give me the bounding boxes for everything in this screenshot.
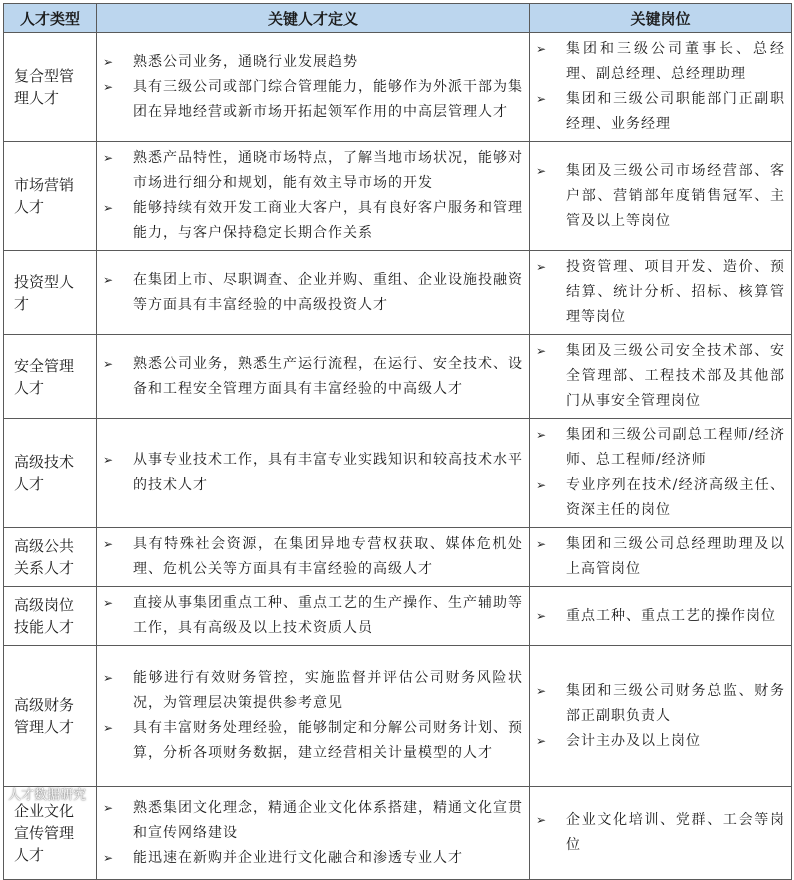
arrowhead-bullet-icon: ➢ bbox=[536, 163, 548, 178]
arrowhead-bullet-icon: ➢ bbox=[536, 608, 548, 623]
arrowhead-bullet-icon: ➢ bbox=[103, 721, 115, 735]
talent-type-line: 高级技术 bbox=[14, 453, 75, 471]
arrowhead-bullet-icon: ➢ bbox=[536, 428, 548, 442]
definition-item bbox=[103, 796, 523, 846]
definition-item bbox=[103, 716, 523, 766]
definition-item bbox=[103, 196, 523, 246]
talent-type-line: 高级财务 bbox=[14, 696, 75, 714]
positions-cell bbox=[530, 251, 792, 335]
position-item bbox=[536, 37, 785, 87]
position-item bbox=[536, 729, 785, 754]
talent-type-line: 人才 bbox=[14, 846, 45, 864]
arrowhead-bullet-icon: ➢ bbox=[536, 42, 548, 56]
talent-type-cell bbox=[4, 142, 97, 251]
table-row bbox=[4, 646, 792, 787]
arrowhead-bullet-icon: ➢ bbox=[536, 478, 548, 492]
talent-type-line: 宣传管理 bbox=[14, 824, 75, 842]
talent-type-line: 高级公共 bbox=[14, 537, 75, 555]
position-item-text: 投资管理、项目开发、造价、预结算、统计分析、招标、核算管理等岗位 bbox=[566, 259, 785, 325]
positions-list bbox=[530, 804, 791, 862]
definition-item-text: 熟悉公司业务，通晓行业发展趋势 bbox=[133, 53, 358, 70]
header-key-positions: 关键岗位 bbox=[530, 4, 792, 33]
arrowhead-bullet-icon: ➢ bbox=[103, 79, 115, 94]
definition-list bbox=[97, 264, 529, 322]
talent-type-line: 高级岗位 bbox=[14, 596, 75, 614]
talent-table bbox=[3, 3, 792, 880]
position-item bbox=[536, 679, 785, 729]
positions-list bbox=[530, 251, 791, 334]
arrowhead-bullet-icon: ➢ bbox=[103, 151, 115, 165]
arrowhead-bullet-icon: ➢ bbox=[103, 272, 115, 287]
positions-list bbox=[530, 419, 791, 527]
position-item bbox=[536, 604, 785, 629]
definition-cell bbox=[97, 787, 530, 880]
arrowhead-bullet-icon: ➢ bbox=[103, 671, 115, 685]
position-item bbox=[536, 87, 785, 137]
definition-item-text: 从事专业技术工作，具有丰富专业实践知识和较高技术水平的技术人才 bbox=[133, 452, 523, 493]
definition-item-text: 能够进行有效财务管控，实施监督并评估公司财务风险状况，为管理层决策提供参考意见 bbox=[133, 670, 523, 711]
definition-item bbox=[103, 846, 523, 871]
table-row bbox=[4, 335, 792, 419]
definition-item-text: 熟悉公司业务，熟悉生产运行流程，在运行、安全技术、设备和工程安全管理方面具有丰富经验的中高级人才 bbox=[133, 355, 523, 397]
arrowhead-bullet-icon: ➢ bbox=[103, 596, 115, 610]
definition-list bbox=[97, 444, 529, 502]
definition-cell bbox=[97, 335, 530, 419]
definition-item-text: 熟悉产品特性，通晓市场特点，了解当地市场状况，能够对市场进行细分和规划，能有效主导市场的开发 bbox=[133, 150, 523, 191]
position-item-text: 集团及三级公司市场经营部、客户部、营销部年度销售冠军、主管及以上等岗位 bbox=[566, 162, 785, 229]
arrowhead-bullet-icon: ➢ bbox=[536, 733, 548, 748]
definition-list bbox=[97, 662, 529, 770]
definition-cell bbox=[97, 419, 530, 528]
position-item-text: 重点工种、重点工艺的操作岗位 bbox=[566, 607, 776, 624]
positions-cell bbox=[530, 142, 792, 251]
header-row bbox=[4, 4, 792, 33]
position-item-text: 企业文化培训、党群、工会等岗位 bbox=[566, 812, 785, 853]
positions-cell bbox=[530, 335, 792, 419]
definition-cell bbox=[97, 528, 530, 587]
definition-item-text: 具有特殊社会资源，在集团异地专营权获取、媒体危机处理、危机公关等方面具有丰富经验的高级人才 bbox=[133, 536, 523, 577]
position-item bbox=[536, 473, 785, 523]
definition-item bbox=[103, 666, 523, 716]
definition-cell bbox=[97, 142, 530, 251]
table-row bbox=[4, 419, 792, 528]
position-item-text: 集团和三级公司职能部门正副职经理、业务经理 bbox=[566, 91, 785, 132]
table-row bbox=[4, 142, 792, 251]
position-item bbox=[536, 159, 785, 234]
position-item-text: 会计主办及以上岗位 bbox=[566, 732, 701, 749]
arrowhead-bullet-icon: ➢ bbox=[536, 683, 548, 698]
definition-list bbox=[97, 46, 529, 129]
positions-list bbox=[530, 528, 791, 586]
definition-item bbox=[103, 532, 523, 582]
definition-item bbox=[103, 352, 523, 402]
definition-item-text: 在集团上市、尽职调查、企业并购、重组、企业设施投融资等方面具有丰富经验的中高级投资人才 bbox=[133, 271, 523, 313]
arrowhead-bullet-icon: ➢ bbox=[103, 800, 115, 815]
talent-type-line: 人才 bbox=[14, 475, 45, 493]
positions-list bbox=[530, 33, 791, 141]
definition-list bbox=[97, 348, 529, 406]
arrowhead-bullet-icon: ➢ bbox=[103, 54, 115, 69]
table-row bbox=[4, 587, 792, 646]
positions-cell bbox=[530, 419, 792, 528]
position-item-text: 集团及三级公司安全技术部、安全管理部、工程技术部及其他部门从事安全管理岗位 bbox=[566, 343, 785, 409]
definition-item bbox=[103, 146, 523, 196]
definition-cell bbox=[97, 587, 530, 646]
definition-item bbox=[103, 75, 523, 125]
definition-cell bbox=[97, 33, 530, 142]
table-row bbox=[4, 787, 792, 880]
talent-type-cell bbox=[4, 646, 97, 787]
definition-cell bbox=[97, 251, 530, 335]
positions-list bbox=[530, 335, 791, 418]
definition-cell bbox=[97, 646, 530, 787]
position-item-text: 集团和三级公司总经理助理及以上高管岗位 bbox=[566, 536, 785, 577]
header-key-talent-definition: 关键人才定义 bbox=[97, 4, 530, 33]
position-item-text: 集团和三级公司副总工程师/经济师、总工程师/经济师 bbox=[566, 427, 785, 468]
talent-type-line: 企业文化 bbox=[14, 802, 75, 820]
talent-type-cell bbox=[4, 33, 97, 142]
position-item bbox=[536, 532, 785, 582]
talent-type-line: 管理人才 bbox=[14, 718, 75, 736]
arrowhead-bullet-icon: ➢ bbox=[103, 850, 115, 865]
definition-list bbox=[97, 142, 529, 250]
definition-list bbox=[97, 792, 529, 875]
header-talent-type: 人才类型 bbox=[4, 4, 97, 33]
positions-cell bbox=[530, 528, 792, 587]
talent-type-cell bbox=[4, 251, 97, 335]
arrowhead-bullet-icon: ➢ bbox=[536, 813, 548, 827]
definition-item-text: 能够持续有效开发工商业大客户，具有良好客户服务和管理能力，与客户保持稳定长期合作关系 bbox=[133, 200, 523, 241]
positions-cell bbox=[530, 33, 792, 142]
talent-type-line: 才 bbox=[14, 294, 30, 313]
talent-type-cell bbox=[4, 528, 97, 587]
talent-type-line: 关系人才 bbox=[14, 559, 75, 577]
talent-type-cell bbox=[4, 335, 97, 419]
position-item bbox=[536, 255, 785, 330]
arrowhead-bullet-icon: ➢ bbox=[536, 344, 548, 358]
talent-type-line: 人才 bbox=[14, 198, 45, 216]
definition-list bbox=[97, 587, 529, 645]
definition-item bbox=[103, 591, 523, 641]
definition-item-text: 能迅速在新购并企业进行文化融合和渗透专业人才 bbox=[133, 849, 463, 866]
talent-type-line: 市场营销 bbox=[14, 176, 75, 194]
watermark: 人才数据研究 bbox=[8, 788, 87, 803]
talent-type-line: 投资型人 bbox=[14, 272, 75, 291]
positions-cell bbox=[530, 787, 792, 880]
definition-item-text: 具有三级公司或部门综合管理能力，能够作为外派干部为集团在异地经营或新市场开拓起领军作用的中高层管理人才 bbox=[133, 78, 523, 120]
arrowhead-bullet-icon: ➢ bbox=[103, 201, 115, 215]
arrowhead-bullet-icon: ➢ bbox=[103, 453, 115, 467]
definition-list bbox=[97, 528, 529, 586]
talent-type-cell bbox=[4, 419, 97, 528]
definition-item-text: 熟悉集团文化理念，精通企业文化体系搭建，精通文化宣贯和宣传网络建设 bbox=[133, 799, 523, 841]
definition-item bbox=[103, 268, 523, 318]
arrowhead-bullet-icon: ➢ bbox=[536, 537, 548, 551]
definition-item-text: 具有丰富财务处理经验，能够制定和分解公司财务计划、预算，分析各项财务数据，建立经营相关计量模型的人才 bbox=[133, 720, 523, 761]
positions-cell bbox=[530, 587, 792, 646]
positions-list bbox=[530, 675, 791, 758]
position-item bbox=[536, 339, 785, 414]
table-row bbox=[4, 33, 792, 142]
position-item bbox=[536, 423, 785, 473]
talent-type-line: 复合型管 bbox=[14, 67, 75, 85]
talent-type-cell bbox=[4, 587, 97, 646]
position-item-text: 专业序列在技术/经济高级主任、资深主任的岗位 bbox=[566, 477, 785, 518]
definition-item bbox=[103, 50, 523, 75]
arrowhead-bullet-icon: ➢ bbox=[103, 356, 115, 371]
definition-item bbox=[103, 448, 523, 498]
position-item-text: 集团和三级公司董事长、总经理、副总经理、总经理助理 bbox=[566, 41, 785, 82]
arrowhead-bullet-icon: ➢ bbox=[103, 537, 115, 551]
definition-item-text: 直接从事集团重点工种、重点工艺的生产操作、生产辅助等工作，具有高级及以上技术资质人员 bbox=[133, 595, 523, 636]
position-item-text: 集团和三级公司财务总监、财务部正副职负责人 bbox=[566, 682, 785, 724]
talent-type-line: 安全管理 bbox=[14, 356, 75, 375]
talent-type-line: 理人才 bbox=[14, 89, 60, 107]
positions-cell bbox=[530, 646, 792, 787]
table-row bbox=[4, 528, 792, 587]
positions-list bbox=[530, 600, 791, 633]
position-item bbox=[536, 808, 785, 858]
table-row bbox=[4, 251, 792, 335]
positions-list bbox=[530, 155, 791, 238]
arrowhead-bullet-icon: ➢ bbox=[536, 92, 548, 106]
talent-type-line: 技能人才 bbox=[14, 618, 75, 636]
arrowhead-bullet-icon: ➢ bbox=[536, 260, 548, 274]
talent-type-line: 人才 bbox=[14, 378, 45, 397]
